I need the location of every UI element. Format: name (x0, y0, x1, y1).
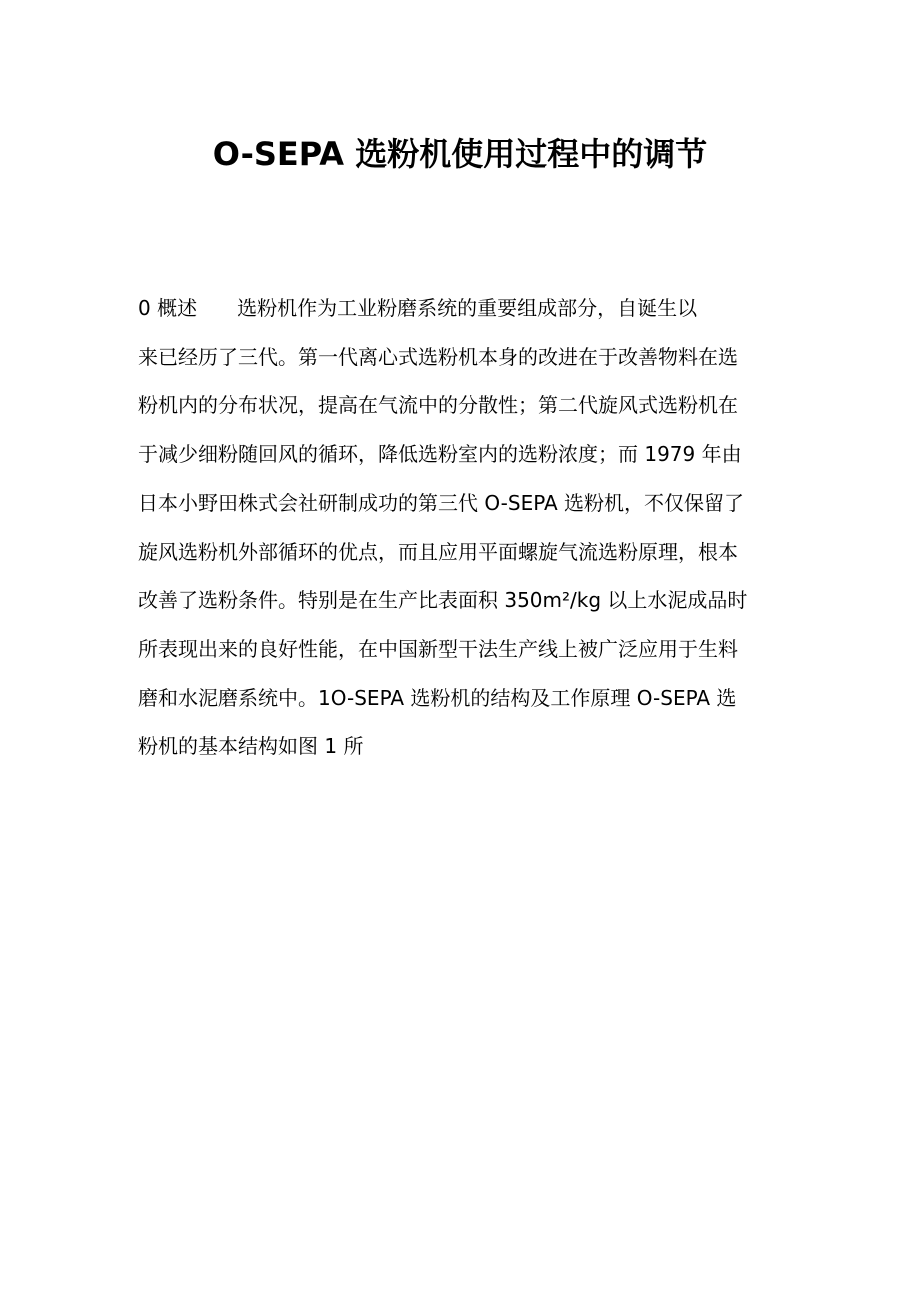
paragraph-line-8: 所表现出来的良好性能，在中国新型干法生产线上被广泛应用于生料 (138, 636, 738, 661)
paragraph-line-1 (138, 284, 788, 333)
paragraph-line-1-text: 选粉机作为工业粉磨系统的重要组成部分，自诞生以 (237, 296, 698, 320)
paragraph-line-3: 粉机内的分布状况，提高在气流中的分散性；第二代旋风式选粉机在 (138, 393, 738, 418)
paragraph-line-4: 于减少细粉随回风的循环，降低选粉室内的选粉浓度；而 1979 年由 (138, 442, 742, 467)
paragraph-line-7: 改善了选粉条件。特别是在生产比表面积 350m²/kg 以上水泥成品时 (138, 588, 748, 613)
paragraph-line-2: 来已经历了三代。第一代离心式选粉机本身的改进在于改善物料在选 (138, 344, 738, 369)
document-title: O-SEPA 选粉机使用过程中的调节 (212, 135, 708, 173)
section-heading: 0 概述 (138, 296, 198, 320)
paragraph-line-5: 日本小野田株式会社研制成功的第三代 O-SEPA 选粉机，不仅保留了 (138, 490, 745, 515)
paragraph-line-6: 旋风选粉机外部循环的优点，而且应用平面螺旋气流选粉原理，根本 (138, 539, 738, 564)
paragraph-line-10: 粉机的基本结构如图 1 所 (138, 734, 364, 759)
body-paragraph (138, 284, 788, 771)
paragraph-line-9: 磨和水泥磨系统中。1O-SEPA 选粉机的结构及工作原理 O-SEPA 选 (138, 685, 737, 710)
